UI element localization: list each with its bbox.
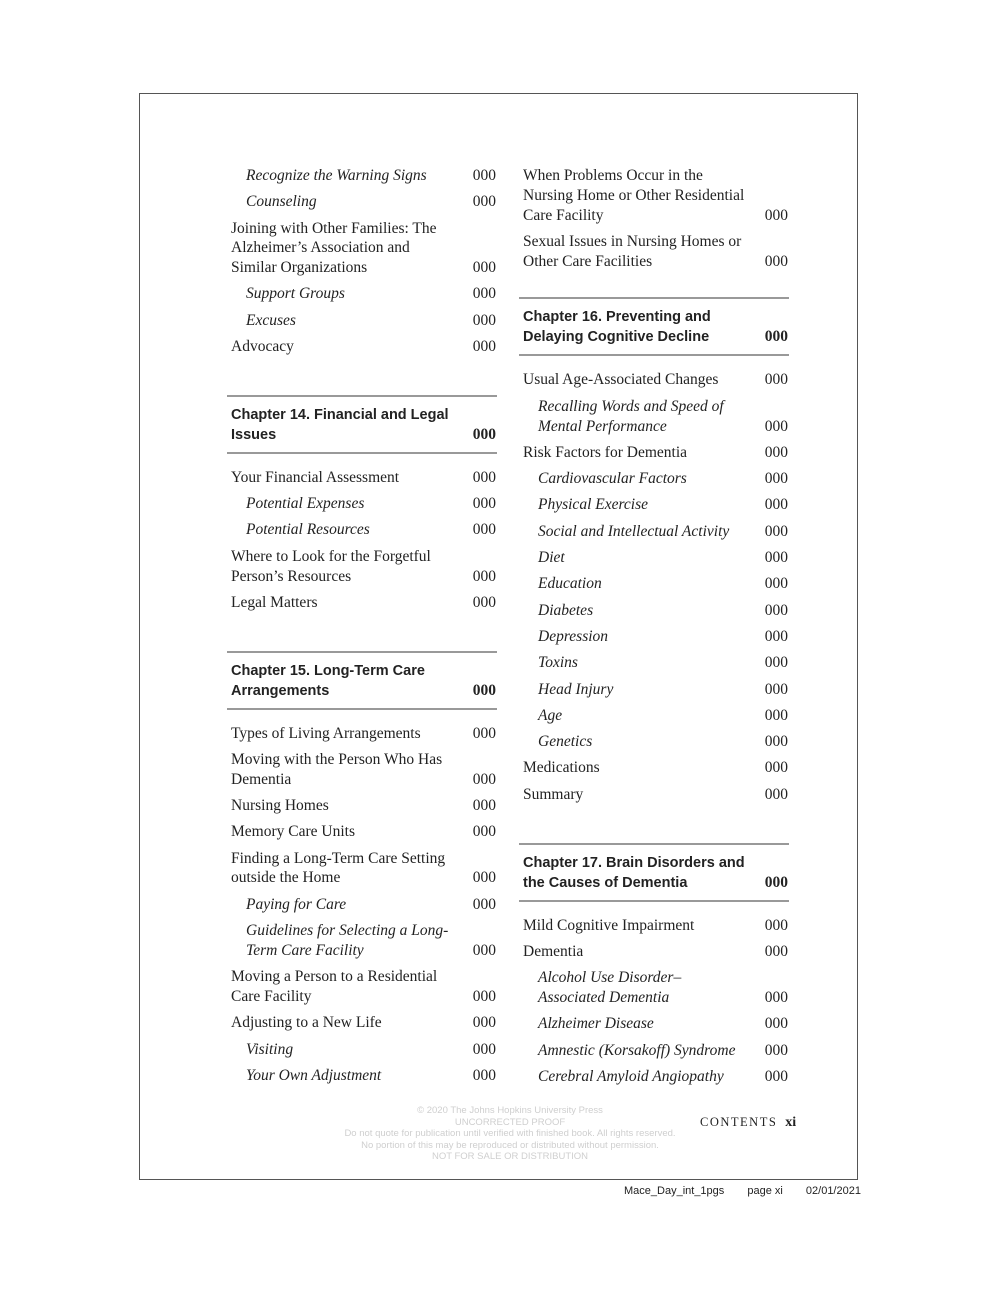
- page-number: 000: [472, 987, 496, 1005]
- page-number: 000: [472, 1014, 496, 1032]
- page-number: 000: [472, 521, 496, 539]
- watermark-line: NOT FOR SALE OR DISTRIBUTION: [431, 1151, 589, 1162]
- page-number: 000: [764, 601, 788, 619]
- watermark-line: © 2020 The Johns Hopkins University Press: [417, 1105, 603, 1116]
- entry-title: Alzheimer Disease: [538, 1015, 654, 1033]
- page-number: 000: [472, 1066, 496, 1084]
- toc-entry[interactable]: [519, 370, 789, 390]
- running-head: CONTENTS: [700, 1115, 778, 1129]
- toc-subentry[interactable]: [519, 574, 789, 594]
- page-number: 000: [472, 311, 496, 329]
- page-number: 000: [764, 759, 788, 777]
- entry-title: Your Own Adjustment: [246, 1066, 382, 1084]
- page-number: 000: [764, 496, 788, 514]
- toc-subentry[interactable]: [519, 653, 789, 673]
- page-number: 000: [472, 593, 496, 611]
- entry-title: Finding a Long-Term Care Setting outside the Home: [231, 849, 446, 887]
- entry-title: Diet: [538, 549, 565, 567]
- toc-entry[interactable]: [227, 724, 497, 744]
- chapter-title: Chapter 14. Financial and Legal Issues: [231, 406, 449, 443]
- page-number: 000: [764, 873, 788, 891]
- toc-subentry[interactable]: [519, 732, 789, 752]
- entry-title: Where to Look for the Forgetful Person’s Resources: [231, 547, 431, 585]
- toc-entry[interactable]: [227, 849, 497, 889]
- page-number: 000: [472, 167, 496, 184]
- printer-slug: [624, 1185, 861, 1197]
- entry-title: Usual Age-Associated Changes: [523, 371, 719, 389]
- chapter-title: Chapter 15. Long-Term Care Arrangements: [231, 662, 425, 699]
- entry-title: Head Injury: [538, 680, 614, 698]
- entry-title: Toxins: [538, 654, 578, 672]
- page-number: 000: [472, 1040, 496, 1058]
- page-number: 000: [764, 417, 788, 435]
- toc-subentry[interactable]: [519, 601, 789, 621]
- watermark-line: UNCORRECTED PROOF: [454, 1116, 566, 1128]
- page-number: 000: [472, 770, 496, 788]
- toc-entry[interactable]: [519, 232, 789, 272]
- watermark-line: No portion of this may be reproduced or distributed without permission.: [361, 1139, 659, 1151]
- entry-title: Joining with Other Families: The Alzheimer’s Association and Similar Organizations: [231, 219, 437, 277]
- toc-subentry[interactable]: [519, 706, 789, 726]
- entry-title: Physical Exercise: [538, 496, 649, 514]
- page-number: 000: [764, 680, 788, 698]
- entry-title: Guidelines for Selecting a Long-Term Care Facility: [246, 922, 449, 959]
- entry-title: Your Financial Assessment: [231, 468, 400, 486]
- page-number: 000: [764, 988, 788, 1006]
- toc-subentry[interactable]: [519, 495, 789, 515]
- entry-title: Advocacy: [231, 338, 294, 356]
- page-number: 000: [764, 706, 788, 724]
- toc-subentry[interactable]: [519, 680, 789, 700]
- toc-subentry[interactable]: [519, 397, 789, 437]
- page-number: 000: [472, 338, 496, 356]
- page-number: 000: [764, 942, 788, 960]
- page-number: 000: [472, 895, 496, 913]
- toc-subentry[interactable]: [227, 1066, 497, 1086]
- page-number: 000: [472, 259, 496, 277]
- entry-title: Diabetes: [538, 601, 594, 619]
- toc-entry[interactable]: [227, 822, 497, 842]
- page-number: 000: [764, 1067, 788, 1085]
- chapter-heading[interactable]: [227, 395, 497, 454]
- entry-title: Cardiovascular Factors: [538, 470, 687, 488]
- page-number: 000: [472, 681, 496, 699]
- toc-entry[interactable]: [227, 219, 497, 278]
- page-number: 000: [764, 470, 788, 488]
- toc-entry[interactable]: [519, 758, 789, 778]
- entry-title: Medications: [523, 759, 600, 777]
- toc-entry[interactable]: [227, 796, 497, 816]
- chapter-title: Chapter 17. Brain Disorders and the Causes of Dementia: [523, 854, 745, 891]
- entry-title: Mild Cognitive Impairment: [523, 916, 695, 934]
- entry-title: Memory Care Units: [231, 823, 355, 841]
- entry-title: Legal Matters: [231, 593, 318, 611]
- entry-title: Age: [538, 706, 563, 724]
- toc-subentry[interactable]: [519, 1014, 789, 1034]
- toc-subentry[interactable]: [227, 494, 497, 514]
- page-number: 000: [764, 1015, 788, 1033]
- page-number: 000: [764, 785, 788, 803]
- toc-entry[interactable]: [227, 593, 497, 613]
- toc-entry[interactable]: [227, 547, 497, 587]
- toc-entry[interactable]: [227, 967, 497, 1007]
- page-number: 000: [764, 522, 788, 540]
- page-number: 000: [764, 627, 788, 645]
- page-number: 000: [472, 823, 496, 841]
- toc-entry[interactable]: [227, 750, 497, 790]
- toc-subentry[interactable]: [519, 469, 789, 489]
- entry-title: Recalling Words and Speed of Mental Performance: [538, 397, 724, 435]
- entry-title: When Problems Occur in the Nursing Home or Other Residential Care Facility: [523, 167, 745, 224]
- page-number: 000: [472, 869, 496, 887]
- toc-subentry[interactable]: [227, 520, 497, 540]
- entry-title: Nursing Homes: [231, 797, 329, 815]
- toc-subentry[interactable]: [519, 548, 789, 568]
- page-number: 000: [764, 206, 788, 224]
- toc-subentry[interactable]: [227, 1040, 497, 1060]
- chapter-title: Chapter 16. Preventing and Delaying Cognitive Decline: [523, 309, 711, 346]
- folio: xi: [785, 1115, 797, 1130]
- toc-right-column: [519, 166, 789, 1093]
- page-number: 000: [764, 654, 788, 672]
- page-number: 000: [764, 916, 788, 934]
- toc-subentry[interactable]: [227, 284, 497, 304]
- toc-entry[interactable]: [227, 468, 497, 488]
- toc-subentry[interactable]: [519, 522, 789, 542]
- toc-subentry[interactable]: [519, 1067, 789, 1087]
- slug-page: page xi: [747, 1185, 783, 1197]
- chapter-heading[interactable]: [519, 843, 789, 902]
- page-number: 000: [472, 797, 496, 815]
- entry-title: Adjusting to a New Life: [231, 1014, 382, 1032]
- entry-title: Recognize the Warning Signs: [246, 167, 427, 184]
- page-number: 000: [472, 425, 496, 443]
- entry-title: Sexual Issues in Nursing Homes or Other Care Facilities: [523, 232, 742, 270]
- entry-title: Moving a Person to a Residential Care Facility: [231, 968, 438, 1005]
- toc-entry[interactable]: [519, 443, 789, 463]
- page-number: 000: [472, 285, 496, 303]
- entry-title: Education: [538, 575, 602, 593]
- page-number: 000: [472, 193, 496, 211]
- proof-watermark: [300, 1105, 720, 1163]
- toc-subentry[interactable]: [227, 895, 497, 915]
- entry-title: Alcohol Use Disorder–Associated Dementia: [538, 969, 682, 1006]
- toc-entry[interactable]: [519, 916, 789, 936]
- page-number: 000: [764, 443, 788, 461]
- page-number: 000: [472, 941, 496, 959]
- toc-entry[interactable]: [227, 337, 497, 357]
- entry-title: Summary: [523, 785, 584, 803]
- entry-title: Cerebral Amyloid Angiopathy: [538, 1067, 724, 1085]
- toc-entry[interactable]: [519, 166, 789, 225]
- page-number: 000: [764, 575, 788, 593]
- toc-subentry[interactable]: [227, 311, 497, 331]
- entry-title: Potential Expenses: [246, 495, 365, 513]
- slug-file: Mace_Day_int_1pgs: [624, 1185, 725, 1197]
- chapter-heading[interactable]: [227, 651, 497, 710]
- entry-title: Amnestic (Korsakoff) Syndrome: [538, 1041, 736, 1059]
- entry-title: Types of Living Arrangements: [231, 724, 421, 742]
- entry-title: Social and Intellectual Activity: [538, 522, 730, 540]
- running-footer: [700, 1115, 796, 1131]
- toc-subentry[interactable]: [227, 166, 497, 186]
- page-number: 000: [472, 468, 496, 486]
- page-number: 000: [764, 328, 788, 346]
- toc-entry[interactable]: [519, 785, 789, 805]
- toc-entry[interactable]: [227, 1013, 497, 1033]
- toc-left-column: [227, 166, 497, 1092]
- entry-title: Paying for Care: [246, 895, 347, 913]
- entry-title: Depression: [538, 627, 609, 645]
- entry-title: Support Groups: [246, 285, 345, 303]
- entry-title: Visiting: [246, 1040, 294, 1058]
- page-number: 000: [764, 549, 788, 567]
- entry-title: Moving with the Person Who Has Dementia: [231, 750, 443, 788]
- page-number: 000: [472, 495, 496, 513]
- toc-entry[interactable]: [519, 942, 789, 962]
- toc-subentry[interactable]: [519, 1041, 789, 1061]
- watermark-line: Do not quote for publication until verified with finished book. All rights reserved.: [344, 1128, 676, 1139]
- toc-subentry[interactable]: [519, 968, 789, 1008]
- chapter-heading[interactable]: [519, 297, 789, 356]
- entry-title: Potential Resources: [246, 521, 370, 539]
- entry-title: Dementia: [523, 942, 584, 960]
- toc-subentry[interactable]: [227, 192, 497, 212]
- page-number: 000: [472, 567, 496, 585]
- toc-subentry[interactable]: [519, 627, 789, 647]
- toc-subentry[interactable]: [227, 921, 497, 961]
- slug-date: 02/01/2021: [805, 1185, 861, 1197]
- entry-title: Excuses: [246, 311, 296, 329]
- page-number: 000: [764, 252, 788, 270]
- page-number: 000: [764, 733, 788, 751]
- entry-title: Counseling: [246, 193, 317, 211]
- page-number: 000: [764, 1041, 788, 1059]
- entry-title: Risk Factors for Dementia: [523, 443, 688, 461]
- entry-title: Genetics: [538, 733, 593, 751]
- page-number: 000: [764, 371, 788, 389]
- page-number: 000: [472, 724, 496, 742]
